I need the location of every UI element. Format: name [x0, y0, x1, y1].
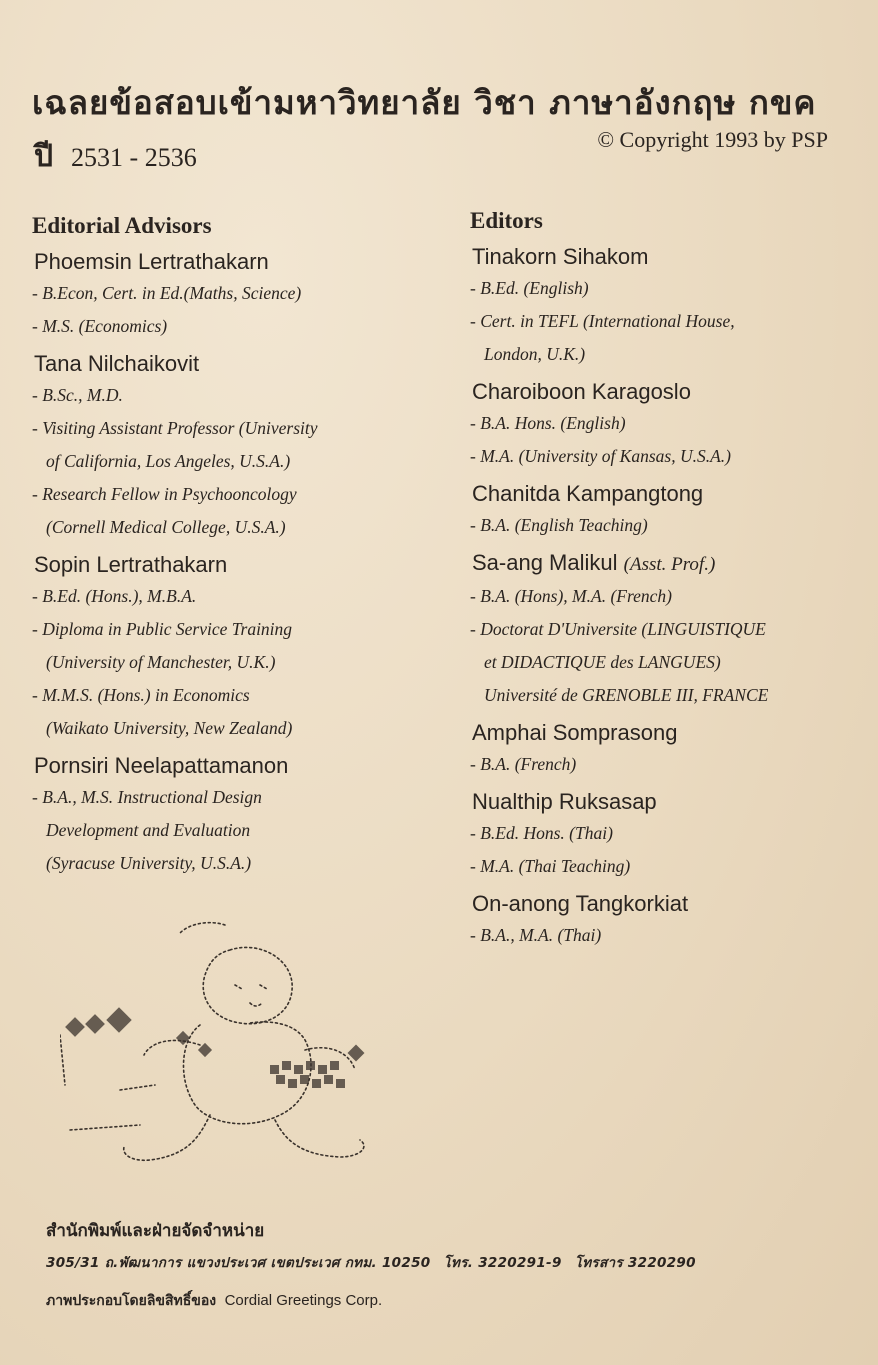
editorial-advisors-heading: Editorial Advisors	[32, 213, 212, 238]
publisher-address-line	[46, 1251, 704, 1273]
editor-credential: - M.A. (Thai Teaching)	[470, 856, 631, 876]
year-line	[34, 133, 197, 180]
editor-name-text: Chanitda Kampangtong	[472, 481, 704, 506]
advisor-credential: - Research Fellow in Psychooncology	[32, 484, 297, 504]
advisor-credential: (Syracuse University, U.S.A.)	[46, 853, 252, 873]
editors-section	[470, 208, 870, 958]
advisor-name-text: Sopin Lertrathakarn	[34, 552, 228, 577]
teddy-bear-illustration	[60, 915, 390, 1180]
advisor-credential: - Diploma in Public Service Training	[32, 619, 293, 639]
publisher-fax: โทรสาร 3220290	[574, 1255, 696, 1271]
advisor-credential: of California, Los Angeles, U.S.A.)	[46, 451, 291, 471]
advisor-credential: (Cornell Medical College, U.S.A.)	[46, 517, 286, 537]
advisor-credential: - Visiting Assistant Professor (University	[32, 418, 318, 438]
advisor-entry	[32, 550, 452, 745]
editor-credential: - Doctorat D'Universite (LINGUISTIQUE	[470, 619, 766, 639]
illustration-credit-label: ภาพประกอบโดยลิขสิทธิ์ของ	[46, 1293, 217, 1309]
illustration-credit	[46, 1290, 382, 1312]
advisor-name-text: Pornsiri Neelapattamanon	[34, 753, 289, 778]
editor-credential: et DIDACTIQUE des LANGUES)	[484, 652, 721, 672]
editor-credential: - B.Ed. (English)	[470, 278, 589, 298]
editor-name	[472, 787, 870, 817]
editor-title-suffix: (Asst. Prof.)	[623, 554, 716, 575]
editors-list	[470, 242, 870, 952]
advisors-list	[32, 247, 452, 880]
editor-name-text: Charoiboon Karagoslo	[472, 379, 691, 404]
editor-name	[472, 242, 870, 272]
advisor-credential: Development and Evaluation	[46, 820, 251, 840]
advisor-entry	[32, 751, 452, 880]
advisor-credential: - M.S. (Economics)	[32, 316, 168, 336]
editor-credential: Université de GRENOBLE III, FRANCE	[484, 685, 769, 705]
advisor-name	[34, 247, 452, 277]
advisor-credential: - B.Sc., M.D.	[32, 385, 123, 405]
advisor-credential: - B.A., M.S. Instructional Design	[32, 787, 262, 807]
advisor-name	[34, 751, 452, 781]
editors-heading: Editors	[470, 208, 543, 233]
year-range: 2531 - 2536	[71, 143, 197, 172]
advisor-credential: (Waikato University, New Zealand)	[46, 718, 293, 738]
editor-name	[472, 548, 870, 580]
advisor-credential: - B.Ed. (Hons.), M.B.A.	[32, 586, 197, 606]
editorial-advisors-section	[32, 213, 452, 886]
editor-credential: - B.A. (English Teaching)	[470, 515, 648, 535]
editor-entry	[470, 889, 870, 952]
page-title: เฉลยข้อสอบเข้ามหาวิทยาลัย วิชา ภาษาอังกฤษ กขค	[32, 83, 817, 122]
editor-credential: - B.A. Hons. (English)	[470, 413, 626, 433]
editor-name	[472, 718, 870, 748]
editor-entry	[470, 242, 870, 371]
editor-name	[472, 479, 870, 509]
editor-credential: - Cert. in TEFL (International House,	[470, 311, 735, 331]
editor-name-text: Tinakorn Sihakom	[472, 244, 649, 269]
editor-credential: - B.Ed. Hons. (Thai)	[470, 823, 613, 843]
editor-name-text: Nualthip Ruksasap	[472, 789, 657, 814]
advisor-name	[34, 550, 452, 580]
editor-credential: London, U.K.)	[484, 344, 586, 364]
editor-entry	[470, 479, 870, 542]
editor-entry	[470, 377, 870, 473]
publisher-label: สำนักพิมพ์และฝ่ายจัดจำหน่าย	[46, 1221, 265, 1241]
editor-name	[472, 377, 870, 407]
editor-name-text: Sa-ang Malikul	[472, 550, 618, 575]
advisor-name-text: Tana Nilchaikovit	[34, 351, 200, 376]
advisor-name	[34, 349, 452, 379]
editor-credential: - M.A. (University of Kansas, U.S.A.)	[470, 446, 732, 466]
publisher-address: 305/31 ถ.พัฒนาการ แขวงประเวศ เขตประเวศ กทม. 10250	[46, 1255, 431, 1271]
year-label: ปี	[34, 139, 54, 174]
copyright-notice: © Copyright 1993 by PSP	[597, 127, 828, 152]
editor-credential: - B.A. (Hons), M.A. (French)	[470, 586, 672, 606]
advisor-name-text: Phoemsin Lertrathakarn	[34, 249, 269, 274]
editor-entry	[470, 548, 870, 712]
illustration-credit-corp: Cordial Greetings Corp.	[224, 1292, 383, 1309]
editor-name-text: On-anong Tangkorkiat	[472, 891, 689, 916]
advisor-entry	[32, 349, 452, 544]
advisor-credential: (University of Manchester, U.K.)	[46, 652, 276, 672]
publisher-phone: โทร. 3220291-9	[443, 1255, 562, 1271]
editor-credential: - B.A. (French)	[470, 754, 577, 774]
editor-entry	[470, 718, 870, 781]
editor-entry	[470, 787, 870, 883]
editor-name-text: Amphai Somprasong	[472, 720, 678, 745]
advisor-entry	[32, 247, 452, 343]
advisor-credential: - M.M.S. (Hons.) in Economics	[32, 685, 250, 705]
editor-credential: - B.A., M.A. (Thai)	[470, 925, 602, 945]
editor-name	[472, 889, 870, 919]
advisor-credential: - B.Econ, Cert. in Ed.(Maths, Science)	[32, 283, 302, 303]
